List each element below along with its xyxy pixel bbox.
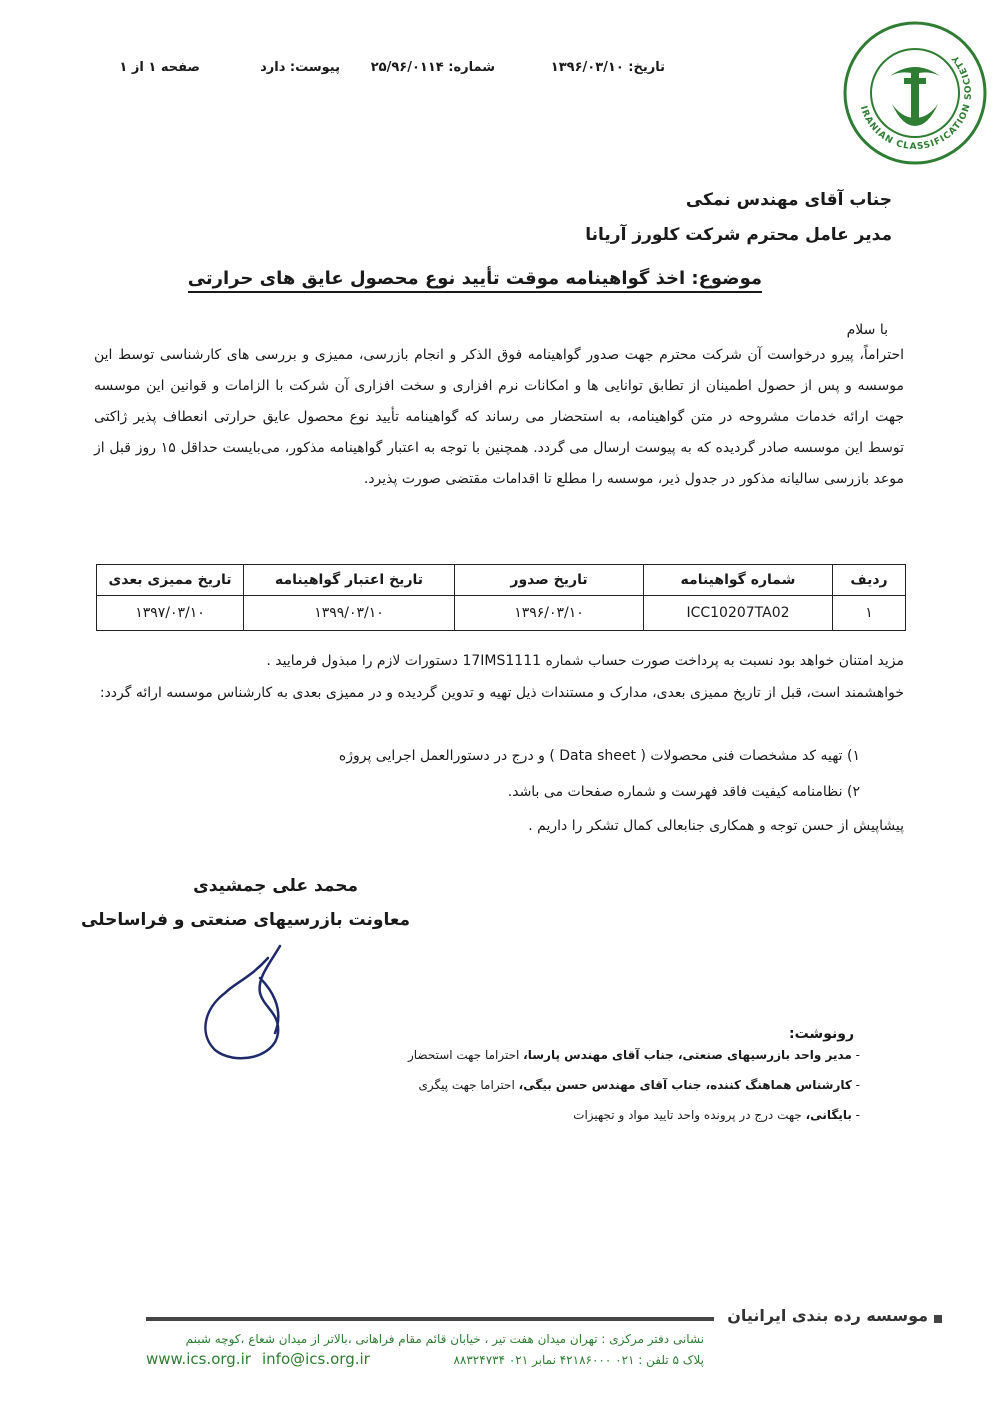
cell-certificate-number: ICC10207TA02 (644, 596, 833, 631)
cc-item-purpose: احتراما جهت پیگری (418, 1078, 519, 1092)
cc-item-recipient: بایگانی، (805, 1108, 852, 1122)
cc-title: رونوشت: (789, 1026, 854, 1042)
cc-item-recipient: مدیر واحد بازرسیهای صنعتی، جناب آقای مهندس پارسا، (523, 1048, 852, 1062)
header-next-audit-date: تاریخ ممیزی بعدی (97, 565, 244, 596)
cc-dash: - (851, 1048, 860, 1062)
cell-issue-date: ۱۳۹۶/۰۳/۱۰ (455, 596, 644, 631)
letter-number: شماره: ۲۵/۹۶/۰۱۱۴ (370, 60, 495, 75)
cell-row-number: ۱ (833, 596, 906, 631)
cc-item-purpose: احتراما جهت استحضار (407, 1048, 524, 1062)
header-certificate-number: شماره گواهینامه (644, 565, 833, 596)
request-item-1: ۱) تهیه کد مشخصات فنی محصولات ( Data sheet ) و درج در دستورالعمل اجرایی پروژه (338, 748, 860, 764)
page-indicator: صفحه ۱ از ۱ (119, 60, 200, 75)
signer-name: محمد علی جمشیدی (193, 876, 358, 896)
cc-dash: - (851, 1108, 860, 1122)
documents-request: خواهشمند است، قبل از تاریخ ممیزی بعدی، مدارک و مستندات ذیل تهیه و تدوین گردیده و در ممیزی بعدی به کارشناس موسسه ارائه گردد: (99, 685, 904, 701)
certificate-table (96, 564, 906, 631)
header-row-number: ردیف (833, 565, 906, 596)
request-item-2: ۲) نظامنامه کیفیت فاقد فهرست و شماره صفحات می باشد. (507, 784, 860, 800)
cell-validity-date: ۱۳۹۹/۰۳/۱۰ (244, 596, 455, 631)
footer-email[interactable]: info@ics.org.ir (262, 1350, 370, 1368)
thanks-line: پیشاپیش از حسن توجه و همکاری جنابعالی کمال تشکر را داریم . (528, 818, 904, 834)
payment-request: مزید امتنان خواهد بود نسبت به پرداخت صورت حساب شماره 17IMS1111 دستورات لازم را مبذول فرمایید . (266, 653, 904, 669)
cc-item (408, 1048, 860, 1062)
letter-attachment: پیوست: دارد (260, 60, 340, 75)
logo-text: IRANIAN CLASSIFICATION SOCIETY (857, 52, 975, 153)
footer-rule (146, 1317, 714, 1321)
table-row (97, 596, 906, 631)
footer-org-name: موسسه رده بندی ایرانیان (727, 1306, 928, 1325)
cc-item-recipient: کارشناس هماهنگ کننده، جناب آقای مهندس حسن بیگی، (518, 1078, 852, 1092)
footer-bullet (934, 1315, 942, 1323)
recipient-title: مدیر عامل محترم شرکت کلورز آریانا (585, 225, 892, 245)
greeting: با سلام (846, 322, 888, 338)
footer-website[interactable]: www.ics.org.ir (146, 1350, 251, 1368)
letter-date: تاریخ: ۱۳۹۶/۰۳/۱۰ (550, 60, 665, 75)
letter-subject: موضوع: اخذ گواهینامه موقت تأیید نوع محصول عایق های حرارتی (188, 268, 762, 293)
cc-item-purpose: جهت درج در پرونده واحد تایید مواد و تجهیزات (573, 1108, 806, 1122)
recipient-name: جناب آقای مهندس نمکی (685, 190, 892, 210)
header-validity-date: تاریخ اعتبار گواهینامه (244, 565, 455, 596)
ics-logo (840, 18, 990, 168)
letter-body: احتراماً، پیرو درخواست آن شرکت محترم جهت صدور گواهینامه فوق الذکر و انجام بازرسی، ممیزی و بررسی های کارشناسی توسط این موسسه و پس از حصول اطمینان از تطابق توانایی ها و امکانات نرم افزاری و سخت افزاری آن شرکت با الزامات و قوانین این موسسه جهت ارائه خدمات مشروحه در متن گواهینامه، به استحضار می رساند که گواهینامه تأیید نوع محصول عایق حرارتی انعطاف پذیر ژاکتی توسط این موسسه صادر گردیده که به پیوست ارسال می گردد. همچنین با توجه به اعتبار گواهینامه مذکور، می‌بایست حداقل ۱۵ روز قبل از موعد بازرسی سالیانه مذکور در جدول ذیر، موسسه را مطلع تا اقدامات مقتضی صورت پذیرد. (94, 347, 904, 487)
header-issue-date: تاریخ صدور (455, 565, 644, 596)
signer-title: معاونت بازرسیهای صنعتی و فراساحلی (80, 910, 410, 930)
cc-item (418, 1078, 860, 1092)
cc-item (573, 1108, 860, 1122)
footer-address: نشانی دفتر مرکزی : تهران میدان هفت تیر ، خیابان قائم مقام فراهانی ،بالاتر از میدان شعاع ،کوچه شبنم (185, 1332, 704, 1346)
table-header-row (97, 565, 906, 596)
cell-next-audit-date: ۱۳۹۷/۰۳/۱۰ (97, 596, 244, 631)
footer-phones: پلاک ۵ تلفن : ۰۲۱ ۴۲۱۸۶۰۰۰ نمابر ۰۲۱ ۸۸۳۲۴۷۳۴ (453, 1353, 704, 1367)
signature-mark (180, 938, 310, 1073)
cc-dash: - (851, 1078, 860, 1092)
